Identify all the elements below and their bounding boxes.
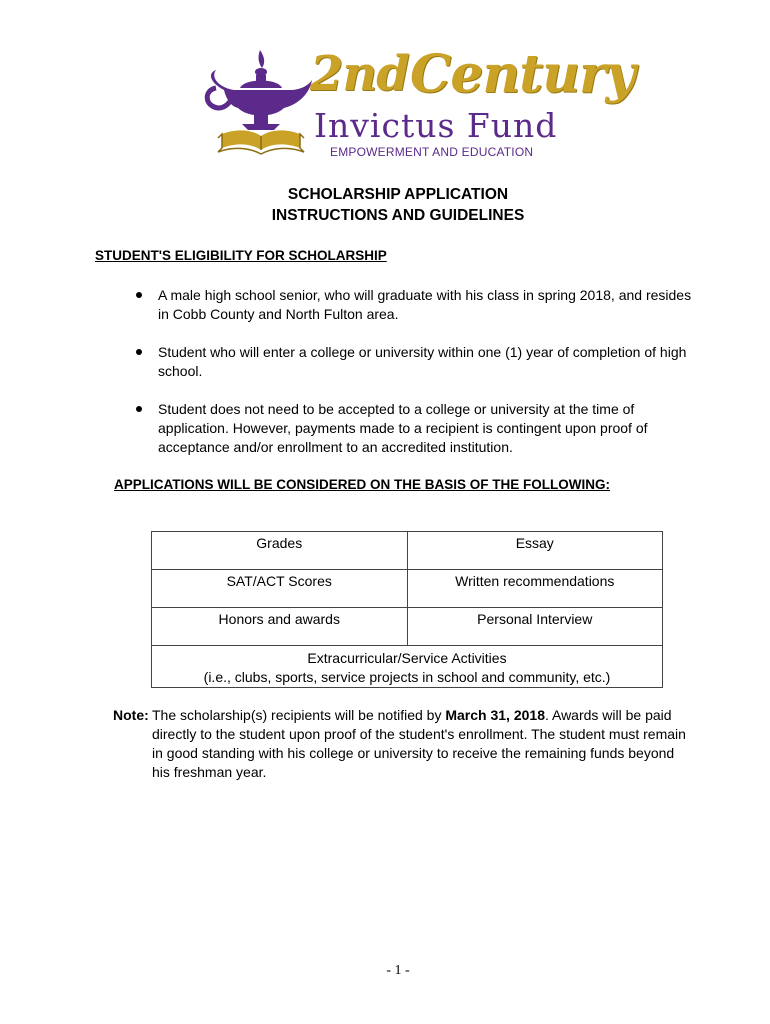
- page-title-line-2: INSTRUCTIONS AND GUIDELINES: [271, 207, 525, 224]
- eligibility-item-text: Student does not need to be accepted to a college or university at the time of application. However, payments made to a recipient is contingent upon proof of acceptance and/or enrollment to an accredited institution.: [158, 401, 648, 455]
- table-row: [152, 646, 663, 688]
- criteria-heading: APPLICATIONS WILL BE CONSIDERED ON THE BASIS OF THE FOLLOWING:: [114, 477, 610, 492]
- eligibility-heading: STUDENT'S ELIGIBILITY FOR SCHOLARSHIP: [95, 248, 387, 263]
- table-cell: Honors and awards: [152, 608, 408, 646]
- note-text-after: . Awards will be paid directly to the student upon proof of the student's enrollment. The student must remain in good standing with his college or university to receive the remaining funds beyond his freshman year.: [152, 707, 686, 780]
- organization-logo: [204, 44, 635, 164]
- table-row: [152, 532, 663, 570]
- table-cell: Personal Interview: [407, 608, 663, 646]
- table-cell: Grades: [152, 532, 408, 570]
- eligibility-item-text: Student who will enter a college or university within one (1) year of completion of high school.: [158, 344, 687, 379]
- logo-text-2nd: 2nd: [310, 46, 409, 102]
- table-cell: Written recommendations: [407, 570, 663, 608]
- page-title-line-1: SCHOLARSHIP APPLICATION: [287, 186, 509, 203]
- logo-text-invictus-fund: Invictus Fund: [314, 106, 558, 145]
- genie-lamp-on-book-icon: [204, 44, 314, 156]
- notification-date: March 31, 2018: [445, 707, 545, 723]
- note-body: [152, 706, 692, 782]
- logo-text-century: Century: [410, 44, 635, 105]
- table-row: [152, 570, 663, 608]
- table-cell: SAT/ACT Scores: [152, 570, 408, 608]
- note-text-before: The scholarship(s) recipients will be notified by: [152, 707, 446, 723]
- logo-tagline: EMPOWERMENT AND EDUCATION: [330, 145, 534, 159]
- bullet-icon: [136, 406, 142, 412]
- table-cell-full-width: [152, 646, 663, 688]
- eligibility-item-text: A male high school senior, who will graduate with his class in spring 2018, and resides in Cobb County and North Fulton area.: [158, 287, 692, 322]
- table-row: [152, 608, 663, 646]
- note-label: Note:: [113, 707, 149, 723]
- criteria-table: [151, 531, 663, 688]
- bullet-icon: [136, 292, 142, 298]
- table-cell: Essay: [407, 532, 663, 570]
- extracurricular-title: Extracurricular/Service Activities: [307, 650, 507, 666]
- page-number: - 1 -: [386, 963, 410, 978]
- bullet-icon: [136, 349, 142, 355]
- extracurricular-examples: (i.e., clubs, sports, service projects in school and community, etc.): [203, 669, 611, 685]
